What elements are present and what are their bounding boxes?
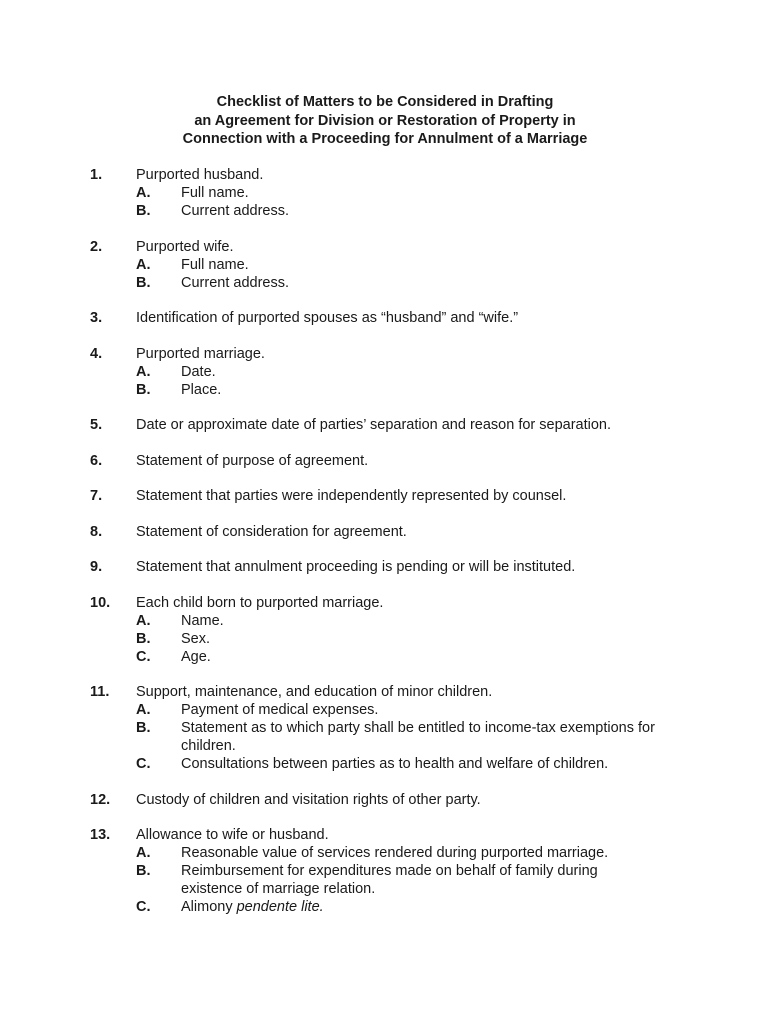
title-line-3: Connection with a Proceeding for Annulment of a Marriage bbox=[182, 131, 588, 147]
sub-item bbox=[136, 719, 690, 755]
item-text: Support, maintenance, and education of minor children. bbox=[136, 684, 493, 700]
sub-item bbox=[136, 755, 690, 773]
sub-item-text: Date. bbox=[181, 363, 216, 380]
sub-item-text: Consultations between parties as to health and welfare of children. bbox=[181, 756, 609, 772]
item-text: Custody of children and visitation rights of other party. bbox=[136, 791, 481, 808]
checklist-item-9 bbox=[90, 558, 690, 576]
sub-item-letter: A. bbox=[136, 702, 151, 718]
item-number: 4. bbox=[90, 345, 103, 362]
item-number: 13. bbox=[90, 827, 111, 843]
sub-item-text: Statement as to which party shall be entitled to income-tax exemptions for children. bbox=[181, 720, 655, 754]
sub-item-text: Current address. bbox=[181, 274, 289, 291]
checklist-item-11 bbox=[90, 683, 690, 773]
checklist-item-5 bbox=[90, 416, 690, 434]
checklist bbox=[90, 166, 690, 934]
sub-item-letter: C. bbox=[136, 648, 151, 665]
checklist-item-2 bbox=[90, 238, 690, 292]
item-number: 7. bbox=[90, 488, 103, 504]
sub-item-letter: C. bbox=[136, 756, 151, 772]
sub-item-letter: B. bbox=[136, 863, 151, 879]
checklist-item-7 bbox=[90, 487, 690, 505]
sub-item-text: Sex. bbox=[181, 630, 211, 647]
item-number: 3. bbox=[90, 310, 103, 326]
sub-item bbox=[136, 202, 690, 220]
sub-item-text: Reimbursement for expenditures made on behalf of family during existence of marriage relation. bbox=[181, 863, 598, 897]
sub-item-text: Full name. bbox=[181, 256, 249, 273]
sub-item-letter: A. bbox=[136, 845, 151, 861]
checklist-item-10 bbox=[90, 594, 690, 666]
sub-item-letter: A. bbox=[136, 363, 151, 380]
document-title bbox=[0, 93, 770, 149]
sub-item bbox=[136, 862, 690, 898]
sub-item-letter: B. bbox=[136, 381, 151, 398]
item-text: Statement that parties were independently represented by counsel. bbox=[136, 488, 567, 504]
sub-item bbox=[136, 701, 690, 719]
sub-item-letter: B. bbox=[136, 274, 151, 291]
checklist-item-13 bbox=[90, 826, 690, 916]
sub-item bbox=[136, 381, 690, 399]
title-line-2: an Agreement for Division or Restoration of Property in bbox=[194, 112, 576, 129]
sub-item-text: Payment of medical expenses. bbox=[181, 702, 379, 718]
sub-item bbox=[136, 274, 690, 292]
item-text: Purported wife. bbox=[136, 238, 234, 255]
sub-item bbox=[136, 256, 690, 274]
sub-item-text: Current address. bbox=[181, 203, 289, 219]
item-text: Statement of consideration for agreement. bbox=[136, 523, 407, 540]
sub-item-text: Reasonable value of services rendered during purported marriage. bbox=[181, 845, 609, 861]
sub-item-text: Name. bbox=[181, 612, 224, 629]
sub-item-letter: A. bbox=[136, 185, 151, 201]
item-number: 12. bbox=[90, 791, 111, 808]
checklist-item-1 bbox=[90, 166, 690, 220]
item-text: Each child born to purported marriage. bbox=[136, 594, 384, 611]
sub-item-letter: B. bbox=[136, 630, 151, 647]
sub-item-letter: A. bbox=[136, 256, 151, 273]
item-text: Allowance to wife or husband. bbox=[136, 827, 329, 843]
checklist-item-6 bbox=[90, 452, 690, 470]
sub-item-text: Full name. bbox=[181, 185, 249, 201]
checklist-item-3 bbox=[90, 309, 690, 327]
item-number: 9. bbox=[90, 559, 103, 575]
sub-item-text: Age. bbox=[181, 648, 211, 665]
item-text: Purported husband. bbox=[136, 167, 264, 183]
sub-item-letter: B. bbox=[136, 720, 151, 736]
item-number: 5. bbox=[90, 417, 103, 433]
item-text: Statement that annulment proceeding is pending or will be instituted. bbox=[136, 559, 576, 575]
sub-item bbox=[136, 844, 690, 862]
sub-item-letter: C. bbox=[136, 899, 151, 915]
item-number: 10. bbox=[90, 594, 111, 611]
sub-item-text-italic: pendente lite. bbox=[236, 899, 324, 915]
item-number: 6. bbox=[90, 452, 103, 469]
sub-item bbox=[136, 648, 690, 666]
item-text: Date or approximate date of parties’ separation and reason for separation. bbox=[136, 417, 612, 433]
item-number: 8. bbox=[90, 523, 103, 540]
sub-item bbox=[136, 898, 690, 916]
sub-item-letter: B. bbox=[136, 203, 151, 219]
checklist-item-12 bbox=[90, 791, 690, 809]
sub-item-letter: A. bbox=[136, 612, 151, 629]
item-number: 1. bbox=[90, 167, 103, 183]
item-text: Purported marriage. bbox=[136, 345, 265, 362]
title-line-1: Checklist of Matters to be Considered in Drafting bbox=[216, 94, 554, 110]
item-number: 11. bbox=[90, 684, 110, 700]
checklist-item-4 bbox=[90, 345, 690, 399]
sub-item bbox=[136, 630, 690, 648]
sub-item-text-plain: Alimony bbox=[181, 899, 237, 915]
sub-item bbox=[136, 184, 690, 202]
item-text: Statement of purpose of agreement. bbox=[136, 452, 369, 469]
item-number: 2. bbox=[90, 238, 103, 255]
item-text: Identification of purported spouses as “husband” and “wife.” bbox=[136, 310, 519, 326]
sub-item bbox=[136, 612, 690, 630]
sub-item bbox=[136, 363, 690, 381]
sub-item-text: Place. bbox=[181, 381, 222, 398]
sub-item-text bbox=[181, 898, 690, 916]
checklist-item-8 bbox=[90, 523, 690, 541]
